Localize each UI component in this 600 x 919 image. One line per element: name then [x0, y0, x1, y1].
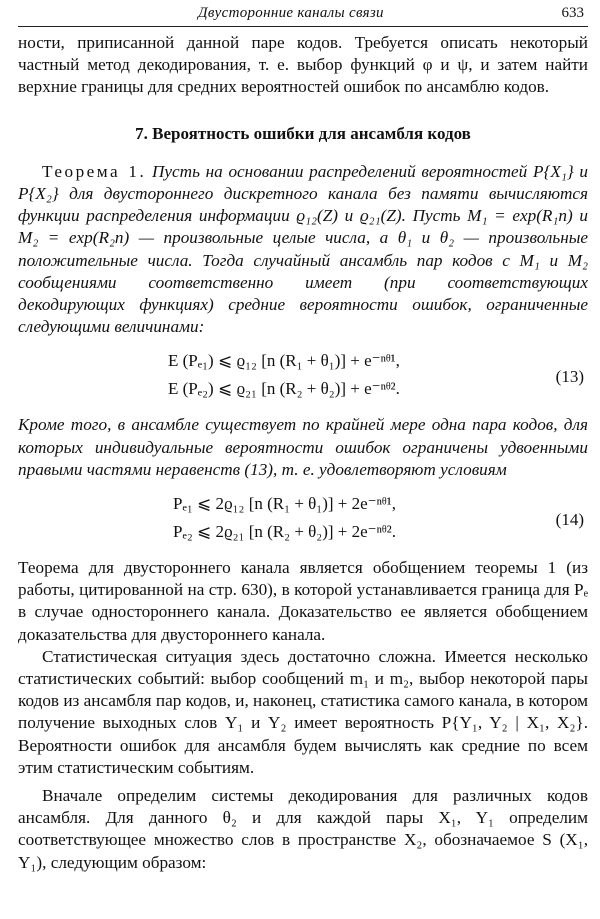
equation-13-number: (13) [555, 367, 584, 387]
equation-14-line-1: Pₑ₁ ⩽ 2ϱ₁₂ [n (R₁ + θ₁)] + 2e⁻ⁿᶿ¹, [173, 494, 396, 514]
equation-13-line-1: E (Pₑ₁) ⩽ ϱ₁₂ [n (R₁ + θ₁)] + e⁻ⁿᶿ¹, [168, 351, 400, 371]
page-body [18, 32, 588, 874]
paragraph-statistical-situation: Статистическая ситуация здесь достаточно сложна. Имеется несколько статистических событий: выбор сообщений m₁ и m₂, выбор некоторой пары кодов из ансамбля пар кодов, и, наконец, статистика самого канала, в котором получение выходных слов Y₁ и Y₂ имеет вероятность P{Y₁, Y₂ | X₁, X₂}. Вероятности ошибок для ансамбля будем вычислять как средние по всем этим статистическим событиям. [18, 646, 588, 777]
equation-13-line-2: E (Pₑ₂) ⩽ ϱ₂₁ [n (R₂ + θ₂)] + e⁻ⁿᶿ². [168, 379, 400, 399]
page-number: 633 [561, 5, 584, 21]
paragraph-continuation: ности, приписанной данной паре кодов. Требуется описать некоторый частный метод декодирования, т. е. выбор функций φ и ψ, и затем найти верхние границы для средних вероятностей ошибок по ансамблю кодов. [18, 33, 588, 97]
theorem-statement: Пусть на основании распределений вероятностей P{X₁} и P{X₂} для двустороннего дискретного канала без памяти вычисляются функции распределения информации ϱ₁₂(Z) и ϱ₂₁(Z). Пусть M₁ = exp(R₁n) и M₂ = exp(R₂n) — произвольные целые числа, а θ₁ и θ₂ — произвольные положительные числа. Тогда случайный ансамбль пар кодов с M₁ и M₂ сообщениями соответственно имеет (при соответствующих декодирующих функциях) средние вероятности ошибок, ограниченные следующими величинами: [18, 161, 588, 337]
page-header [18, 0, 588, 27]
section-title: 7. Вероятность ошибки для ансамбля кодов [135, 123, 471, 143]
equation-14 [18, 487, 588, 551]
equation-14-number: (14) [555, 510, 584, 530]
equation-14-line-2: Pₑ₂ ⩽ 2ϱ₂₁ [n (R₂ + θ₂)] + 2e⁻ⁿᶿ². [173, 522, 396, 542]
paragraph-generalization: Теорема для двустороннего канала является обобщением теоремы 1 (из работы, цитированной на стр. 630), в которой устанавливается граница для Pₑ в случае одностороннего канала. Доказательство ее является обобщением доказательства для двустороннего канала. [18, 558, 588, 644]
theorem-continuation: Кроме того, в ансамбле существует по крайней мере одна пара кодов, для которых индивидуальные вероятности ошибок ограничены удвоенными правыми частями неравенств (13), т. е. удовлетворяют условиям [18, 415, 588, 479]
paragraph-decoding-systems: Вначале определим системы декодирования для различных кодов ансамбля. Для данного θ₂ и для каждой пары X₁, Y₁ определим соответствующее множество слов в пространстве X₂, обозначаемое S (X₁, Y₁), следующим образом: [18, 786, 588, 872]
theorem-lead: Теорема 1. [42, 161, 147, 181]
running-title: Двусторонние каналы связи [198, 5, 384, 21]
theorem-paragraph [18, 161, 588, 339]
equation-13 [18, 344, 588, 408]
